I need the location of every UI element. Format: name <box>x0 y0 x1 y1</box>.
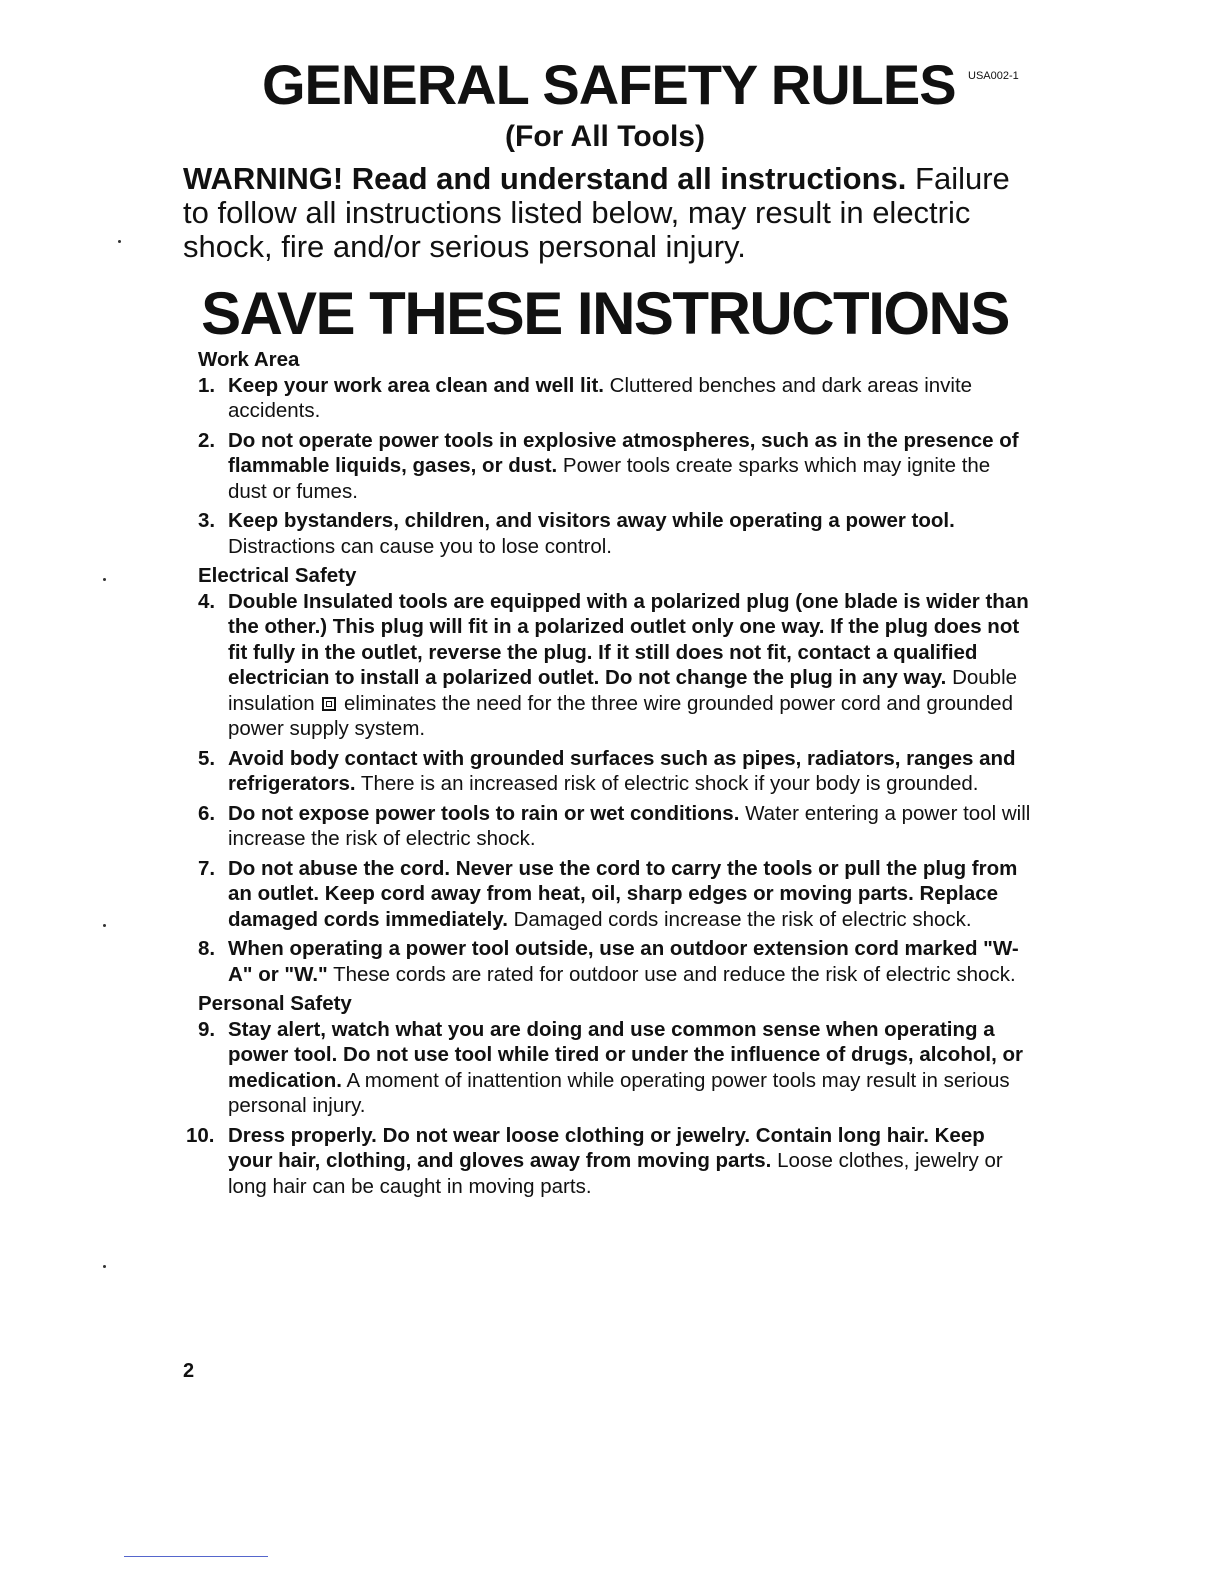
scan-speck <box>103 578 106 581</box>
rule-bold: Do not operate power tools in explosive atmospheres, such as in the presence of flammable liquids, gases, or dust. <box>228 428 1019 477</box>
rule-bold: Avoid body contact with grounded surfaces such as pipes, radiators, ranges and refrigerators. <box>228 746 1016 795</box>
rule-bold: Stay alert, watch what you are doing and use common sense when operating a power tool. Do not use tool while tired or under the influence of drugs, alcohol, or medication. <box>228 1017 1023 1092</box>
rule-number: 5. <box>198 746 216 770</box>
rule-bold: Keep your work area clean and well lit. <box>228 373 604 397</box>
rule-number: 1. <box>198 373 216 397</box>
rule-text: These cords are rated for outdoor use and reduce the risk of electric shock. <box>327 962 1016 986</box>
rule-item <box>198 856 1034 933</box>
rule-text: A moment of inattention while operating power tools may result in serious personal injury. <box>228 1068 1010 1117</box>
rules-body <box>186 347 1034 1203</box>
rule-item <box>198 936 1034 987</box>
page-title: GENERAL SAFETY RULES <box>262 53 956 116</box>
rule-text: There is an increased risk of electric shock if your body is grounded. <box>355 772 979 795</box>
rule-bold: Dress properly. Do not wear loose clothing or jewelry. Contain long hair. Keep your hair, clothing, and gloves away from moving parts. <box>228 1123 985 1172</box>
rule-number: 4. <box>198 589 216 613</box>
rule-item <box>198 428 1034 505</box>
rule-number: 3. <box>198 509 216 532</box>
rule-number: 6. <box>198 801 216 825</box>
rule-item <box>198 801 1034 852</box>
rule-item <box>198 1017 1034 1119</box>
scan-speck <box>103 1265 106 1268</box>
rule-text: Distractions can cause you to lose control. <box>228 534 612 558</box>
rule-text: Water entering a power tool will increase the risk of electric shock. <box>228 801 1031 850</box>
section-heading-work-area: Work Area <box>198 348 300 371</box>
rule-text: Power tools create sparks which may ignite the dust or fumes. <box>228 454 991 503</box>
rule-number: 2. <box>198 428 216 452</box>
rule-bold: When operating a power tool outside, use an outdoor extension cord marked "W-A" or "W." <box>228 937 1019 986</box>
section-heading-electrical-safety: Electrical Safety <box>198 564 357 587</box>
save-instructions-heading: SAVE THESE INSTRUCTIONS <box>201 280 1009 347</box>
bottom-rule-line <box>124 1556 268 1557</box>
rule-bold: Do not abuse the cord. Never use the cord to carry the tools or pull the plug from an outlet. Keep cord away from heat, oil, sharp edges or moving parts. Replace damaged cords immediately. <box>228 856 1018 931</box>
rule-number: 9. <box>198 1017 216 1041</box>
rule-item <box>186 1123 1034 1200</box>
rule-bold: Keep bystanders, children, and visitors away while operating a power tool. <box>228 509 955 532</box>
page-number: 2 <box>183 1360 195 1382</box>
warning-paragraph <box>183 162 1043 264</box>
rule-item <box>198 746 1034 797</box>
scan-speck <box>103 924 106 927</box>
rule-number: 8. <box>198 937 216 960</box>
rule-bold: Double Insulated tools are equipped with a polarized plug (one blade is wider than the other.) This plug will fit in a polarized outlet only one way. If the plug does not fit fully in the outlet, reverse the plug. If it still does not fit, contact a qualified electrician to install a polarized outlet. Do not change the plug in any way. <box>228 589 1029 689</box>
rule-number: 7. <box>198 856 216 880</box>
rule-item <box>198 589 1034 742</box>
rule-item <box>198 508 1034 559</box>
page-subtitle: (For All Tools) <box>505 120 705 153</box>
rule-number: 10. <box>186 1123 215 1147</box>
document-code: USA002-1 <box>968 70 1019 82</box>
rule-text: eliminates the need for the three wire grounded power cord and grounded power supply system. <box>228 691 1013 740</box>
rule-text: Cluttered benches and dark areas invite accidents. <box>228 373 973 422</box>
rule-item <box>198 373 1034 424</box>
rule-text: Loose clothes, jewelry or long hair can be caught in moving parts. <box>228 1149 1003 1198</box>
double-insulation-icon <box>322 697 336 711</box>
rule-text: Damaged cords increase the risk of electric shock. <box>507 907 972 931</box>
warning-bold: WARNING! Read and understand all instructions. <box>183 161 907 196</box>
scan-speck <box>118 240 121 243</box>
rule-bold: Do not expose power tools to rain or wet conditions. <box>228 801 740 825</box>
warning-text: Failure to follow all instructions listed below, may result in electric shock, fire and/or serious personal injury. <box>183 161 1010 264</box>
section-heading-personal-safety: Personal Safety <box>198 992 352 1015</box>
rule-text: Double insulation <box>228 666 1018 715</box>
